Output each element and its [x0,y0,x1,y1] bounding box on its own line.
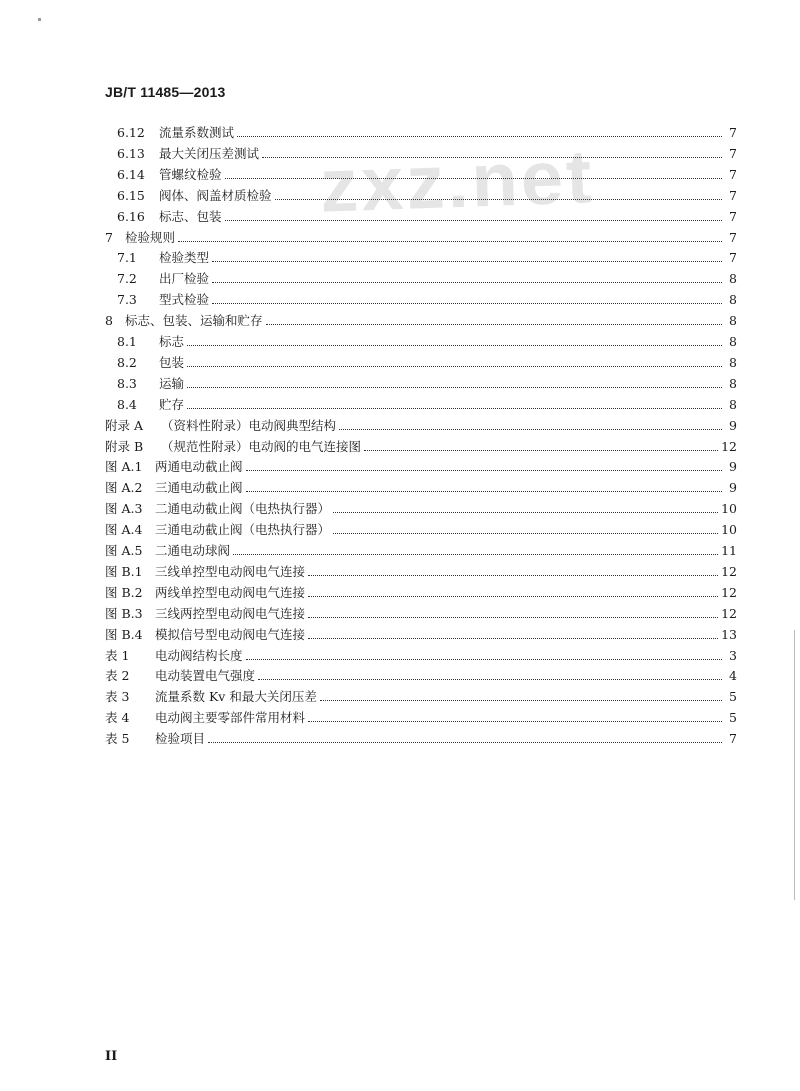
toc-entry[interactable] [105,581,737,601]
toc-entry[interactable] [117,205,737,225]
toc-entry-number: 8 [105,313,113,329]
toc-entry-title: 运输 [159,375,185,391]
toc-entry-number: 6.13 [117,145,145,161]
toc-entry-title: 出厂检验 [159,271,210,287]
toc-entry-number: 7.1 [117,250,137,266]
toc-entry-title: 电动阀结构长度 [155,647,243,663]
toc-entry-page: 12 [721,438,737,454]
dot-leader [308,721,722,722]
dot-leader [333,533,718,534]
dot-leader [212,282,722,283]
toc-entry-title: 模拟信号型电动阀电气连接 [155,626,306,642]
toc-entry[interactable] [105,664,737,684]
toc-entry-page: 9 [729,459,737,475]
toc-entry-page: 5 [729,710,737,726]
toc-entry-number: 附录 B [105,438,144,454]
toc-entry-number: 表 5 [105,731,130,747]
page-number: II [105,1049,118,1064]
dot-leader [246,659,722,660]
dot-leader [364,450,718,451]
dot-leader [262,157,722,158]
toc-entry-title: 三通电动截止阀（电热执行器） [155,522,331,538]
toc-entry-title: 检验规则 [125,229,176,245]
dot-leader [266,324,722,325]
toc-entry-title: 三通电动截止阀 [155,480,243,496]
scan-edge-line [794,630,795,900]
toc-entry[interactable] [105,539,737,559]
toc-entry-page: 13 [721,626,737,642]
toc-entry-page: 7 [729,145,737,161]
toc-entry-number: 表 3 [105,689,130,705]
toc-entry-page: 7 [729,731,737,747]
toc-entry-number: 8.4 [117,396,137,412]
toc-entry-number: 表 2 [105,668,130,684]
toc-entry-page: 5 [729,689,737,705]
dot-leader [212,303,722,304]
dot-leader [187,387,722,388]
toc-entry[interactable] [117,393,737,413]
toc-entry-title: 最大关闭压差测试 [159,145,260,161]
toc-entry-number: 图 A.5 [105,543,143,558]
standard-number: JB/T 11485—2013 [105,84,226,100]
dot-leader [275,199,722,200]
toc-entry-number: 图 B.3 [105,605,143,621]
toc-entry-number: 8.1 [117,334,137,349]
toc-entry-title: 型式检验 [159,292,210,308]
dot-leader [308,638,718,639]
toc-entry-page: 3 [729,647,737,663]
toc-entry-title: 标志、包装、运输和贮存 [125,313,263,329]
toc-entry-page: 9 [729,417,737,433]
toc-entry-number: 图 A.3 [105,501,143,517]
dot-leader [187,345,722,346]
toc-entry-number: 6.16 [117,208,145,224]
toc-entry-number: 附录 A [105,417,144,433]
toc-entry-title: 管螺纹检验 [159,166,222,182]
toc-entry-page: 8 [729,375,737,391]
toc-entry-page: 8 [729,354,737,370]
toc-entry[interactable] [117,267,737,287]
toc-entry-number: 表 1 [105,647,130,663]
scan-dot [38,18,41,21]
dot-leader [258,679,722,680]
toc-entry-title: 电动阀主要零部件常用材料 [155,710,306,726]
toc-entry[interactable] [117,351,737,371]
dot-leader [233,554,718,555]
toc-entry-page: 7 [729,125,737,140]
toc-entry-title: 标志、包装 [159,208,222,224]
dot-leader [308,596,718,597]
toc-entry[interactable] [117,184,737,204]
dot-leader [333,512,718,513]
toc-entry-page: 8 [729,313,737,329]
dot-leader [246,491,722,492]
toc-entry[interactable] [117,121,737,141]
toc-entry-number: 8.3 [117,375,137,391]
dot-leader [187,366,722,367]
toc-entry[interactable] [117,288,737,308]
toc-entry[interactable] [105,435,737,455]
toc-entry-page: 8 [729,334,737,349]
toc-entry-page: 12 [721,563,737,579]
toc-entry[interactable] [105,518,737,538]
toc-entry-number: 图 A.1 [105,459,143,475]
toc-entry-title: 检验类型 [159,250,210,266]
toc-entry-number: 图 B.4 [105,626,143,642]
dot-leader [225,220,722,221]
toc-entry-title: 检验项目 [155,731,206,747]
toc-entry-title: 二通电动球阀 [155,543,231,558]
toc-entry[interactable] [105,727,737,747]
toc-entry-title: 电动装置电气强度 [155,668,256,684]
toc-entry-page: 10 [721,501,737,517]
toc-entry-number: 图 B.2 [105,584,143,600]
dot-leader [308,617,718,618]
toc-entry[interactable] [105,623,737,643]
toc-entry-page: 7 [729,250,737,266]
toc-entry-title: 包装 [159,354,185,370]
dot-leader [187,408,722,409]
toc-entry-number: 图 A.4 [105,522,143,538]
toc-entry-page: 7 [729,208,737,224]
toc-entry-page: 8 [729,271,737,287]
toc-entry[interactable] [105,309,737,329]
watermark: zxz.net [318,134,596,229]
toc-entry-title: 二通电动截止阀（电热执行器） [155,501,331,517]
dot-leader [320,700,722,701]
toc-entry-title: （规范性附录）电动阀的电气连接图 [161,438,362,454]
toc-entry-number: 图 A.2 [105,480,143,496]
toc-entry-page: 10 [721,522,737,538]
dot-leader [246,470,722,471]
toc-entry-page: 12 [721,584,737,600]
toc-entry-number: 8.2 [117,354,137,370]
toc-entry[interactable] [105,706,737,726]
toc-entry[interactable] [105,560,737,580]
toc-entry-page: 9 [729,480,737,496]
toc-entry-page: 4 [729,668,737,684]
dot-leader [178,241,722,242]
toc-entry-title: 流量系数测试 [159,125,235,140]
toc-entry[interactable] [105,414,737,434]
toc-entry-page: 7 [729,229,737,245]
toc-entry-number: 7 [105,229,113,245]
toc-entry-title: 阀体、阀盖材质检验 [159,187,272,203]
dot-leader [339,429,722,430]
toc-entry-number: 表 4 [105,710,130,726]
toc-entry-title: 标志 [159,334,185,349]
toc-entry-title: 两线单控型电动阀电气连接 [155,584,306,600]
toc-entry[interactable] [117,330,737,350]
toc-entry[interactable] [105,644,737,664]
toc-entry-number: 6.15 [117,187,145,203]
dot-leader [308,575,718,576]
toc-entry[interactable] [105,685,737,705]
toc-entry[interactable] [117,246,737,266]
toc-entry-page: 8 [729,292,737,308]
toc-entry-title: 三线单控型电动阀电气连接 [155,563,306,579]
toc-entry-title: （资料性附录）电动阀典型结构 [161,417,337,433]
toc-entry[interactable] [105,476,737,496]
toc-entry-number: 7.3 [117,292,137,308]
toc-entry-page: 12 [721,605,737,621]
dot-leader [237,136,722,137]
toc-entry[interactable] [117,142,737,162]
toc-entry[interactable] [105,497,737,517]
dot-leader [212,261,722,262]
toc-entry-title: 两通电动截止阀 [155,459,243,475]
toc-entry-title: 三线两控型电动阀电气连接 [155,605,306,621]
toc-entry-page: 7 [729,187,737,203]
toc-entry-page: 8 [729,396,737,412]
toc-entry-number: 6.14 [117,166,145,182]
toc-entry-number: 7.2 [117,271,137,287]
dot-leader [208,742,722,743]
toc-entry[interactable] [117,372,737,392]
toc-entry[interactable] [105,226,737,246]
toc-entry[interactable] [105,602,737,622]
toc-entry[interactable] [117,163,737,183]
toc-entry-page: 11 [721,543,737,558]
toc-entry-title: 流量系数 Kv 和最大关闭压差 [155,689,317,705]
toc-entry-number: 6.12 [117,125,145,140]
toc-entry-page: 7 [729,166,737,182]
toc-entry-number: 图 B.1 [105,563,143,579]
toc-entry-title: 贮存 [159,396,185,412]
toc-entry[interactable] [105,455,737,475]
dot-leader [225,178,722,179]
